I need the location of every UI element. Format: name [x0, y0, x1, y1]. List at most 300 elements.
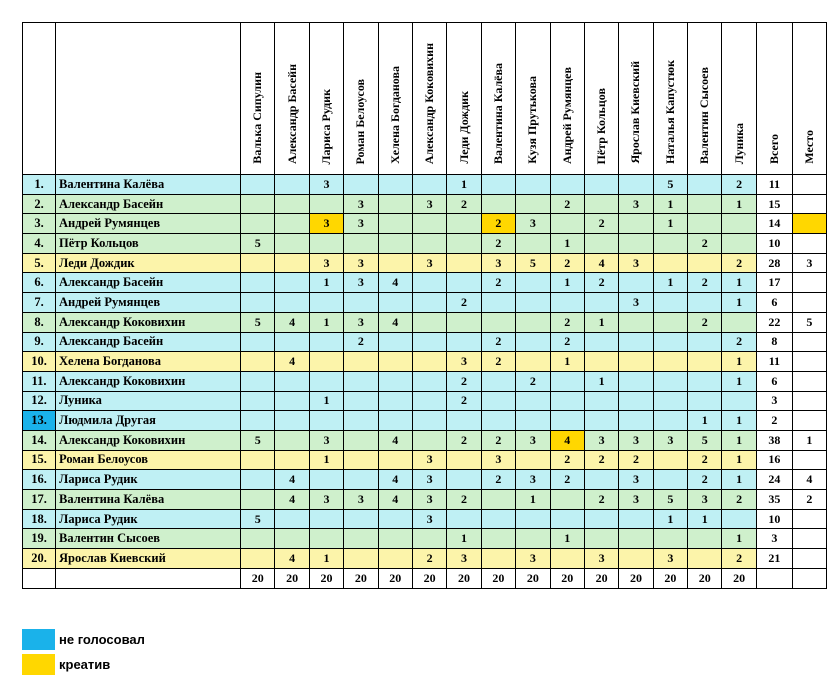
score-cell — [241, 273, 275, 293]
score-cell: 4 — [378, 470, 412, 490]
score-cell — [344, 293, 378, 313]
place-cell — [792, 352, 826, 372]
score-cell — [481, 391, 515, 411]
column-header — [412, 23, 446, 175]
score-cell — [516, 175, 550, 195]
footer-count-cell: 20 — [309, 568, 343, 588]
score-cell — [653, 234, 687, 254]
participant-name: Александр Коковихин — [56, 312, 241, 332]
place-cell: 2 — [792, 490, 826, 510]
score-cell: 5 — [241, 430, 275, 450]
score-cell — [275, 332, 309, 352]
score-cell — [653, 293, 687, 313]
score-cell — [241, 253, 275, 273]
score-cell — [447, 411, 481, 431]
score-cell: 2 — [722, 175, 756, 195]
score-cell — [412, 352, 446, 372]
score-cell — [722, 391, 756, 411]
score-cell — [584, 509, 618, 529]
score-cell: 2 — [688, 470, 722, 490]
score-cell — [653, 371, 687, 391]
score-cell: 5 — [241, 234, 275, 254]
score-cell: 3 — [309, 175, 343, 195]
score-cell: 2 — [447, 194, 481, 214]
score-cell — [275, 391, 309, 411]
participant-name: Роман Белоусов — [56, 450, 241, 470]
place-cell — [792, 234, 826, 254]
score-cell — [309, 234, 343, 254]
participant-name: Александр Басейн — [56, 194, 241, 214]
participant-name: Александр Басейн — [56, 273, 241, 293]
place-cell — [792, 293, 826, 313]
score-cell — [584, 332, 618, 352]
column-header — [275, 23, 309, 175]
score-cell: 3 — [481, 253, 515, 273]
score-cell — [584, 411, 618, 431]
total-cell: 2 — [756, 411, 792, 431]
score-cell — [309, 332, 343, 352]
place-cell: 3 — [792, 253, 826, 273]
score-cell: 2 — [688, 273, 722, 293]
score-cell — [550, 391, 584, 411]
score-cell — [378, 529, 412, 549]
place-cell: 5 — [792, 312, 826, 332]
score-cell — [378, 371, 412, 391]
score-cell — [584, 194, 618, 214]
score-cell: 5 — [688, 430, 722, 450]
score-cell: 4 — [378, 490, 412, 510]
results-table-container — [22, 22, 827, 589]
score-cell — [309, 194, 343, 214]
score-cell: 2 — [550, 332, 584, 352]
score-cell — [550, 175, 584, 195]
total-cell: 11 — [756, 175, 792, 195]
score-cell — [481, 411, 515, 431]
score-cell — [447, 470, 481, 490]
participant-name: Валентина Калёва — [56, 175, 241, 195]
score-cell: 3 — [412, 509, 446, 529]
score-cell — [241, 391, 275, 411]
score-cell — [653, 450, 687, 470]
footer-count-cell: 20 — [584, 568, 618, 588]
score-cell — [619, 175, 653, 195]
footer-count-cell: 20 — [653, 568, 687, 588]
score-cell — [447, 273, 481, 293]
score-cell — [309, 509, 343, 529]
score-cell: 4 — [378, 273, 412, 293]
row-number: 1. — [23, 175, 56, 195]
score-cell — [722, 312, 756, 332]
score-cell: 3 — [481, 450, 515, 470]
footer-name-cell — [56, 568, 241, 588]
score-cell: 3 — [516, 430, 550, 450]
score-cell: 2 — [722, 253, 756, 273]
score-cell — [275, 293, 309, 313]
place-cell — [792, 214, 826, 234]
participant-name: Ярослав Киевский — [56, 549, 241, 569]
legend-swatch — [22, 654, 55, 675]
participant-name: Валентин Сысоев — [56, 529, 241, 549]
total-cell: 6 — [756, 371, 792, 391]
participant-name: Александр Коковихин — [56, 371, 241, 391]
score-cell — [412, 411, 446, 431]
score-cell: 2 — [412, 549, 446, 569]
score-cell: 2 — [481, 430, 515, 450]
total-cell: 11 — [756, 352, 792, 372]
score-cell: 1 — [722, 194, 756, 214]
score-cell — [516, 411, 550, 431]
footer-count-cell: 20 — [412, 568, 446, 588]
score-cell — [344, 509, 378, 529]
column-header-label: Роман Белоусов — [353, 78, 368, 164]
score-cell: 1 — [309, 312, 343, 332]
row-number: 19. — [23, 529, 56, 549]
score-cell: 2 — [584, 490, 618, 510]
score-cell — [619, 352, 653, 372]
footer-count-cell: 20 — [722, 568, 756, 588]
score-cell: 5 — [241, 312, 275, 332]
score-cell — [275, 273, 309, 293]
score-cell — [653, 312, 687, 332]
score-cell: 2 — [550, 470, 584, 490]
voting-results-table — [22, 22, 827, 589]
place-cell — [792, 411, 826, 431]
score-cell — [653, 253, 687, 273]
row-number: 7. — [23, 293, 56, 313]
score-cell: 3 — [516, 470, 550, 490]
score-cell — [344, 371, 378, 391]
score-cell — [344, 430, 378, 450]
score-cell — [722, 234, 756, 254]
participant-name: Луника — [56, 391, 241, 411]
score-cell — [241, 194, 275, 214]
score-cell — [275, 411, 309, 431]
score-cell — [275, 509, 309, 529]
column-header-label: Андрей Румянцев — [559, 66, 574, 164]
column-header — [619, 23, 653, 175]
score-cell — [378, 411, 412, 431]
column-header — [481, 23, 515, 175]
score-cell: 2 — [447, 490, 481, 510]
table-row — [23, 450, 827, 470]
score-cell — [378, 332, 412, 352]
place-cell — [792, 273, 826, 293]
score-cell — [275, 253, 309, 273]
column-header-label: Наталья Капустюк — [662, 60, 677, 164]
score-cell: 1 — [550, 273, 584, 293]
column-header-label: Валентин Сысоев — [697, 67, 712, 164]
total-cell: 10 — [756, 234, 792, 254]
participant-name: Александр Коковихин — [56, 430, 241, 450]
score-cell — [378, 450, 412, 470]
score-cell — [275, 234, 309, 254]
score-cell — [275, 214, 309, 234]
column-header — [584, 23, 618, 175]
table-row — [23, 352, 827, 372]
score-cell: 4 — [275, 352, 309, 372]
table-row — [23, 234, 827, 254]
score-cell — [309, 529, 343, 549]
score-cell: 3 — [309, 490, 343, 510]
total-cell: 8 — [756, 332, 792, 352]
score-cell: 1 — [688, 509, 722, 529]
score-cell — [344, 549, 378, 569]
column-header — [516, 23, 550, 175]
score-cell — [481, 490, 515, 510]
score-cell — [309, 371, 343, 391]
score-cell: 2 — [722, 490, 756, 510]
score-cell — [688, 175, 722, 195]
place-cell: 4 — [792, 470, 826, 490]
score-cell: 2 — [447, 371, 481, 391]
score-cell — [378, 234, 412, 254]
total-cell: 14 — [756, 214, 792, 234]
row-number: 16. — [23, 470, 56, 490]
footer-count-cell: 20 — [241, 568, 275, 588]
footer-count-cell: 20 — [481, 568, 515, 588]
column-header-label: Валька Сипулин — [250, 72, 265, 164]
score-cell — [619, 509, 653, 529]
score-cell — [653, 470, 687, 490]
score-cell: 3 — [619, 470, 653, 490]
score-cell: 3 — [412, 470, 446, 490]
score-cell — [516, 312, 550, 332]
total-cell: 10 — [756, 509, 792, 529]
table-row — [23, 371, 827, 391]
score-cell: 3 — [619, 430, 653, 450]
table-row — [23, 470, 827, 490]
score-cell: 3 — [412, 490, 446, 510]
row-number: 2. — [23, 194, 56, 214]
total-cell: 3 — [756, 529, 792, 549]
score-cell: 2 — [550, 312, 584, 332]
score-cell: 3 — [344, 214, 378, 234]
score-cell — [344, 352, 378, 372]
score-cell — [378, 293, 412, 313]
column-header-label: Кузя Прутькова — [525, 76, 540, 164]
score-cell — [619, 549, 653, 569]
header-row — [23, 23, 827, 175]
score-cell — [241, 352, 275, 372]
score-cell: 3 — [619, 253, 653, 273]
score-cell: 4 — [275, 549, 309, 569]
header-name-cell — [56, 23, 241, 175]
score-cell: 3 — [653, 430, 687, 450]
score-cell: 3 — [309, 430, 343, 450]
score-cell: 1 — [722, 411, 756, 431]
score-cell — [241, 470, 275, 490]
column-header-label: Леди Дождик — [456, 91, 471, 164]
total-cell: 15 — [756, 194, 792, 214]
score-cell: 1 — [722, 352, 756, 372]
score-cell: 2 — [447, 430, 481, 450]
score-cell — [412, 273, 446, 293]
score-cell: 2 — [722, 332, 756, 352]
score-cell — [344, 529, 378, 549]
score-cell — [378, 175, 412, 195]
column-header — [688, 23, 722, 175]
score-cell: 2 — [584, 214, 618, 234]
score-cell: 1 — [722, 430, 756, 450]
score-cell: 1 — [722, 450, 756, 470]
score-cell — [344, 411, 378, 431]
score-cell: 1 — [309, 391, 343, 411]
score-cell: 2 — [481, 273, 515, 293]
table-row — [23, 332, 827, 352]
score-cell — [412, 391, 446, 411]
score-cell — [688, 194, 722, 214]
total-cell: 24 — [756, 470, 792, 490]
score-cell: 3 — [619, 293, 653, 313]
score-cell: 1 — [584, 312, 618, 332]
total-cell: 17 — [756, 273, 792, 293]
footer-num-cell — [23, 568, 56, 588]
score-cell: 3 — [447, 549, 481, 569]
score-cell — [516, 234, 550, 254]
score-cell — [619, 273, 653, 293]
score-cell — [653, 352, 687, 372]
participant-name: Хелена Богданова — [56, 352, 241, 372]
score-cell — [550, 214, 584, 234]
score-cell — [516, 450, 550, 470]
score-cell — [550, 490, 584, 510]
total-cell: 16 — [756, 450, 792, 470]
column-header — [550, 23, 584, 175]
score-cell: 3 — [412, 194, 446, 214]
row-number: 20. — [23, 549, 56, 569]
place-cell — [792, 450, 826, 470]
score-cell — [550, 509, 584, 529]
score-cell: 1 — [722, 273, 756, 293]
score-cell — [447, 253, 481, 273]
score-cell — [688, 214, 722, 234]
score-cell — [481, 194, 515, 214]
score-cell: 1 — [309, 273, 343, 293]
table-row — [23, 293, 827, 313]
score-cell: 2 — [550, 253, 584, 273]
score-cell — [241, 529, 275, 549]
score-cell: 3 — [344, 194, 378, 214]
score-cell — [378, 253, 412, 273]
score-cell: 2 — [481, 214, 515, 234]
score-cell: 2 — [447, 391, 481, 411]
table-row — [23, 391, 827, 411]
score-cell — [412, 234, 446, 254]
score-cell: 2 — [481, 352, 515, 372]
score-cell — [619, 332, 653, 352]
score-cell — [241, 175, 275, 195]
score-cell: 4 — [275, 470, 309, 490]
score-cell — [275, 194, 309, 214]
score-cell — [516, 529, 550, 549]
score-cell: 3 — [309, 253, 343, 273]
score-cell: 3 — [344, 253, 378, 273]
score-cell — [516, 391, 550, 411]
score-cell — [412, 430, 446, 450]
total-cell: 21 — [756, 549, 792, 569]
footer-count-cell: 20 — [550, 568, 584, 588]
row-number: 13. — [23, 411, 56, 431]
column-header — [447, 23, 481, 175]
total-cell: 6 — [756, 293, 792, 313]
score-cell: 1 — [309, 450, 343, 470]
score-cell: 2 — [688, 450, 722, 470]
score-cell — [653, 529, 687, 549]
score-cell: 4 — [275, 312, 309, 332]
score-cell: 5 — [241, 509, 275, 529]
score-cell: 1 — [309, 549, 343, 569]
score-cell — [481, 549, 515, 569]
score-cell — [378, 214, 412, 234]
table-row — [23, 214, 827, 234]
score-cell — [688, 371, 722, 391]
score-cell — [309, 411, 343, 431]
score-cell — [275, 175, 309, 195]
column-header-label: Хелена Богданова — [387, 66, 402, 164]
score-cell: 2 — [584, 273, 618, 293]
column-header — [722, 23, 756, 175]
score-cell — [550, 411, 584, 431]
place-header — [792, 23, 826, 175]
total-cell: 22 — [756, 312, 792, 332]
score-cell: 1 — [516, 490, 550, 510]
score-cell: 2 — [550, 450, 584, 470]
score-cell — [653, 332, 687, 352]
score-cell: 2 — [516, 371, 550, 391]
score-cell — [516, 509, 550, 529]
score-cell: 2 — [344, 332, 378, 352]
score-cell — [481, 312, 515, 332]
score-cell: 3 — [619, 194, 653, 214]
score-cell: 1 — [722, 293, 756, 313]
score-cell — [550, 293, 584, 313]
row-number: 10. — [23, 352, 56, 372]
footer-total-cell — [756, 568, 792, 588]
score-cell: 3 — [584, 430, 618, 450]
score-cell: 4 — [378, 430, 412, 450]
score-cell — [516, 352, 550, 372]
participant-name: Александр Басейн — [56, 332, 241, 352]
total-cell: 38 — [756, 430, 792, 450]
participant-name: Пётр Кольцов — [56, 234, 241, 254]
total-header — [756, 23, 792, 175]
score-cell: 1 — [447, 529, 481, 549]
score-cell — [619, 371, 653, 391]
score-cell — [584, 175, 618, 195]
score-cell — [412, 214, 446, 234]
participant-name: Лариса Рудик — [56, 470, 241, 490]
total-header-label: Всего — [766, 134, 781, 164]
score-cell: 3 — [344, 490, 378, 510]
score-cell — [241, 411, 275, 431]
row-number: 17. — [23, 490, 56, 510]
column-header — [309, 23, 343, 175]
table-row — [23, 430, 827, 450]
score-cell — [378, 391, 412, 411]
place-cell — [792, 332, 826, 352]
score-cell — [619, 391, 653, 411]
place-cell — [792, 371, 826, 391]
score-cell — [688, 529, 722, 549]
score-cell: 1 — [550, 352, 584, 372]
score-cell: 3 — [412, 253, 446, 273]
score-cell — [412, 293, 446, 313]
place-cell: 1 — [792, 430, 826, 450]
score-cell: 3 — [412, 450, 446, 470]
footer-place-cell — [792, 568, 826, 588]
row-number: 15. — [23, 450, 56, 470]
score-cell: 2 — [550, 194, 584, 214]
